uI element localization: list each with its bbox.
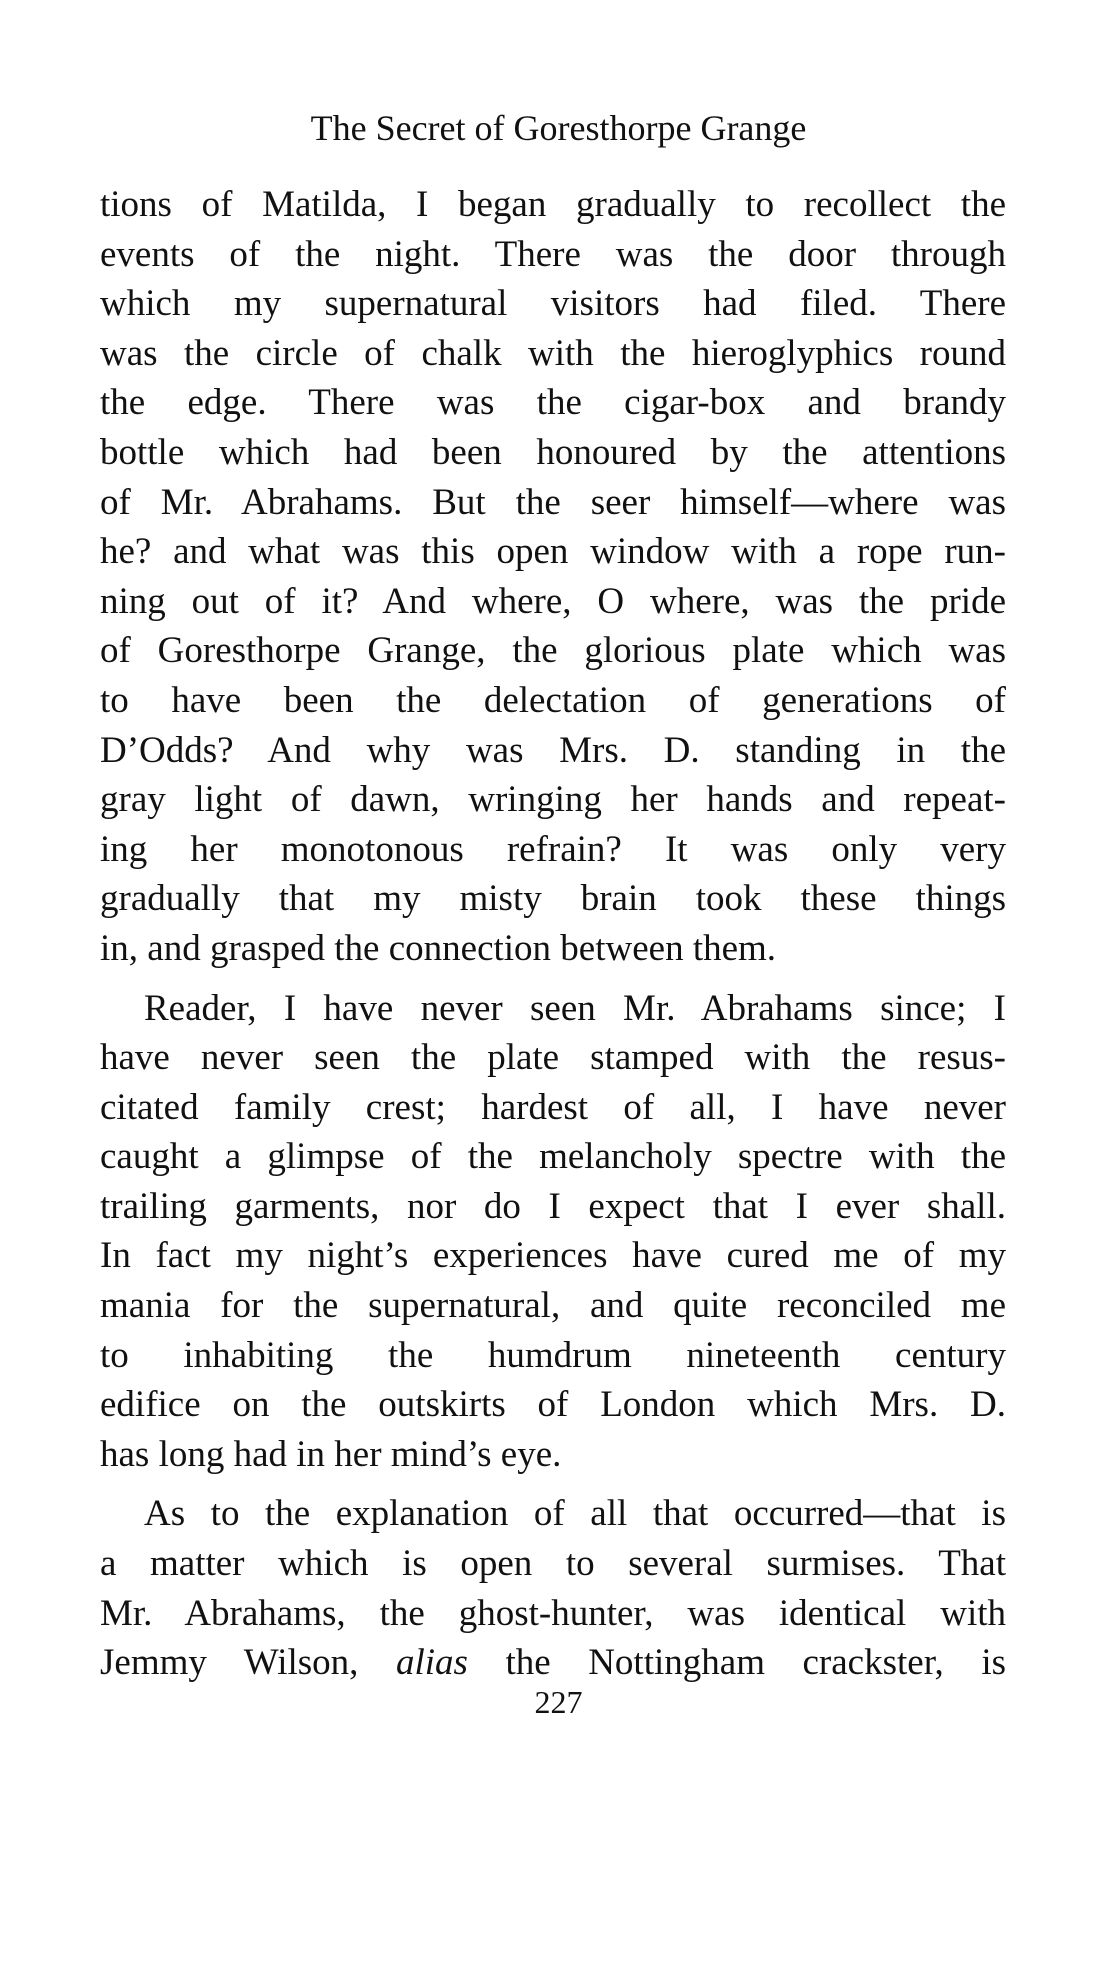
text-line: trailing garments, nor do I expect that I ever shall.: [100, 1185, 1006, 1227]
paragraph: [100, 984, 1006, 1480]
text-line: to inhabiting the humdrum nineteenth century: [100, 1334, 1006, 1376]
text-line: ning out of it? And where, O where, was the pride: [100, 580, 1006, 622]
text-line: In fact my night’s experiences have cured me of my: [100, 1235, 1006, 1277]
text-line: gradually that my misty brain took these things: [100, 878, 1006, 920]
text-line: gray light of dawn, wringing her hands and repeat-: [100, 779, 1006, 821]
text-line: caught a glimpse of the melancholy spectre with the: [100, 1136, 1006, 1178]
text-line: ing her monotonous refrain? It was only very: [100, 828, 1006, 870]
text-line: As to the explanation of all that occurred—that is: [144, 1493, 1006, 1535]
text-line: of Mr. Abrahams. But the seer himself—where was: [100, 481, 1006, 523]
text-line: the edge. There was the cigar-box and brandy: [100, 382, 1006, 424]
text-line: D’Odds? And why was Mrs. D. standing in the: [100, 729, 1006, 771]
text-line: mania for the supernatural, and quite reconciled me: [100, 1285, 1006, 1327]
text-line: he? and what was this open window with a rope run-: [100, 531, 1006, 573]
text-line: a matter which is open to several surmises. That: [100, 1543, 1006, 1585]
text-segment: the Nottingham crackster, is: [505, 1642, 1007, 1684]
text-line: tions of Matilda, I began gradually to recollect the: [100, 184, 1006, 225]
text-line: events of the night. There was the door through: [100, 233, 1006, 275]
text-line: Mr. Abrahams, the ghost-hunter, was identical with: [100, 1592, 1006, 1634]
text-line: to have been the delectation of generations of: [100, 679, 1006, 721]
text-line: which my supernatural visitors had filed. There: [100, 283, 1006, 325]
paragraph-gap: [100, 1479, 1006, 1489]
page-number: 227: [534, 1684, 583, 1720]
text-line: in, and grasped the connection between them.: [100, 927, 777, 969]
italic-word: alias: [395, 1642, 468, 1684]
paragraph: [100, 180, 1006, 974]
text-line: citated family crest; hardest of all, I have never: [100, 1086, 1006, 1128]
text-line: edifice on the outskirts of London which Mrs. D.: [100, 1384, 1006, 1426]
text-line: has long had in her mind’s eye.: [100, 1433, 562, 1475]
paragraph: [100, 1489, 1006, 1687]
body-text: [100, 180, 1006, 1688]
text-line: of Goresthorpe Grange, the glorious plate which was: [100, 630, 1006, 672]
running-head: The Secret of Goresthorpe Grange: [310, 108, 807, 148]
text-segment: Jemmy Wilson,: [100, 1642, 359, 1684]
text-line: have never seen the plate stamped with the resus-: [100, 1037, 1006, 1079]
text-line: Reader, I have never seen Mr. Abrahams since; I: [144, 987, 1006, 1029]
text-line: was the circle of chalk with the hieroglyphics round: [100, 332, 1006, 374]
text-line: bottle which had been honoured by the attentions: [100, 431, 1006, 473]
paragraph-gap: [100, 974, 1006, 984]
text-line: [100, 1638, 1006, 1688]
